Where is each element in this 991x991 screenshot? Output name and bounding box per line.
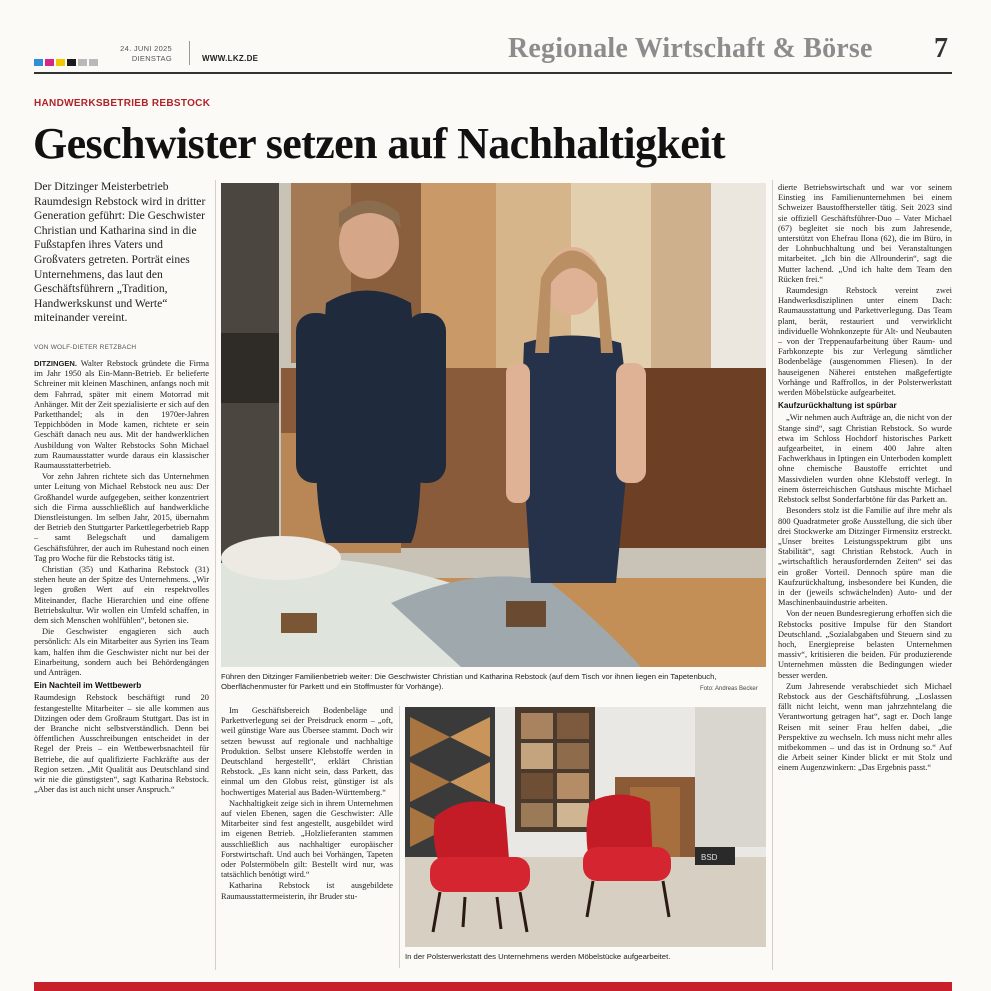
issue-weekday: DIENSTAG	[131, 54, 172, 63]
article-kicker: HANDWERKSBETRIEB REBSTOCK	[34, 98, 211, 109]
display-sign: BSD	[701, 853, 718, 862]
swatch-grey	[78, 59, 87, 66]
paragraph: Im Geschäftsbereich Bodenbeläge und Parkettverlegung sei der Preisdruck enorm – „oft, weil günstige Ware aus Übersee stammt. Doch wir setzen bewusst auf regionale und nachhaltige Produktion. Selbst unsere Klebstoffe werden in Deutschland hergestellt“, erklärt Christian Rebstock. „Es kann nicht sein, dass Parkett, das einmal um den Globus reist, günstiger ist als hochwertiges Material aus Baden-Württemberg.“	[221, 706, 393, 797]
swatch-yellow	[56, 59, 65, 66]
column-rule	[772, 180, 773, 970]
paragraph: Raumdesign Rebstock beschäftigt rund 20 festangestellte Mitarbeiter – sie alle kommen aus Ditzingen oder dem Großraum Stuttgart. Das ist in der Branche nicht selbstverständlich. Denn bei öffentlichen Ausschreibungen entscheidet in der Regel der Preis – ein Wettbewerbsnachteil für Betriebe, die auf qualifizierte Fachkräfte aus der Region setzen. „Mit Qualität aus Deutschland sind wir nie die günstigsten“, sagt Katharina Rebstock. „Aber das ist auch nicht unser Anspruch.“	[34, 693, 209, 795]
paragraph: Christian (35) und Katharina Rebstock (31) stehen heute an der Spitze des Unternehmens. „Wir legen großen Wert auf ein respektvolles Miteinander, flache Hierarchien und eine offene Betriebskultur. Wir wollen ein Umfeld schaffen, in dem sich Menschen wohlfühlen“, betonen sie.	[34, 565, 209, 626]
article-author: VON WOLF-DIETER RETZBACH	[34, 343, 137, 351]
paragraph: Raumdesign Rebstock vereint zwei Handwerksdisziplinen unter einem Dach: Raumausstattung und Parkettverlegung. Das Team plant, berät, restauriert und verwirklicht individuelle Wohnkonzepte für Alt- und Neubauten – von der Treppenaufarbeitung über Raum- und Farbkonzepte bis zur Verlegung sämtlicher Bodenbeläge (ausgenommen Fliesen). In der hauseigenen Näherei entstehen maßgefertigte Vorhänge und Raffrollos, in der Polsterwerkstatt werden Möbelstücke aufgearbeitet.	[778, 286, 952, 398]
column-2	[221, 706, 393, 968]
swatch-blue	[34, 59, 43, 66]
column-rule	[399, 706, 400, 968]
siblings-illustration	[221, 183, 766, 667]
issue-date-block	[100, 44, 172, 64]
paragraph: Besonders stolz ist die Familie auf ihre mehr als 800 Quadratmeter große Ausstellung, die sich über drei Stockwerke am Ditzinger Firmensitz erstreckt. „Unser breites Leistungsspektrum gibt uns Stabilität“, sagt Christian Rebstock. Auch in „wirtschaftlich herausfordernden Zeiten“ sei das ein großer Vorteil. Dennoch spüre man die Kaufzurückhaltung, insbesondere bei Kunden, die in der (jeweils schwächelnden) Auto- und der Maschinenbauindustrie arbeiten.	[778, 506, 952, 608]
masthead-divider	[189, 41, 190, 65]
column-rule	[215, 180, 216, 970]
column-1	[34, 180, 209, 970]
column-3	[778, 183, 952, 968]
issue-date: 24. JUNI 2025	[120, 44, 172, 53]
section-title: Regionale Wirtschaft & Börse	[508, 33, 873, 64]
paragraph: Katharina Rebstock ist ausgebildete Raumausstattermeisterin, ihr Bruder stu-	[221, 881, 393, 901]
photo-1-caption: Führen den Ditzinger Familienbetrieb weiter: Die Geschwister Christian und Katharina Rebstock (auf dem Tisch vor ihnen liegen ein Tapetenbuch, Oberflächenmuster für Parkett und ein Stoffmuster für Vorhänge).	[221, 672, 717, 691]
photo-1-credit: Foto: Andreas Becker	[700, 686, 758, 692]
footer-ad-strip	[34, 982, 952, 991]
article-lead: Der Ditzinger Meisterbetrieb Raumdesign Rebstock wird in dritter Generation geführt: Die Geschwister Christian und Katharina sind in die Fußstapfen ihres Vaters und Großvaters getreten. Porträt eines Unternehmens, das laut den Geschäftsführern „Tradition, Handwerkskunst und Werte“ miteinander vereint.	[34, 180, 206, 325]
photo-workshop	[405, 707, 766, 947]
page-number: 7	[934, 33, 948, 64]
subheading: Kaufzurückhaltung ist spürbar	[778, 401, 897, 411]
paragraph: Vor zehn Jahren richtete sich das Unternehmen unter Leitung von Michael Rebstock neu aus: Der Großhandel wurde aufgegeben, seither konzentriert sich die Firma ausschließlich auf handwerkliche Dienstleistungen. Im selben Jahr, 2015, übernahm der Betrieb den Stuttgarter Parkettlegerbetrieb Rapp – samt Belegschaft und damaligem Geschäftsführer, der auch im Ruhestand noch einen Tag pro Woche für die Rebstocks tätig ist.	[34, 472, 209, 563]
paragraph: Von der neuen Bundesregierung erhoffen sich die Rebstocks positive Impulse für den Standort Deutschland. „Sozialabgaben und Steuern sind zu hoch, Energiepreise belasten Unternehmen massiv“, kritisieren die beiden. Für produzierende Unternehmen müssten die Bedingungen wieder besser werden.	[778, 609, 952, 680]
paragraph: dierte Betriebswirtschaft und war vor seinem Einstieg ins Familienunternehmen bei einem Schweizer Baustoffhersteller tätig. Seit 2023 sind sie offiziell Geschäftsführer-Duo – Vater Michael (67) begleitet sie noch bis zum Jahresende, unterstützt von Ehefrau Ilona (62), die im Büro, in der Lohnbuchhaltung und bei Veranstaltungen mitarbeitet. „Ich bin die Allrounderin“, sagt die Mutter lachend. „Und ich halte dem Team den Rücken frei.“	[778, 183, 952, 284]
workshop-illustration	[405, 707, 766, 947]
swatch-black	[67, 59, 76, 66]
photo-2-caption: In der Polsterwerkstatt des Unternehmens werden Möbelstücke aufgearbeitet.	[405, 952, 671, 961]
photo-siblings	[221, 183, 766, 667]
masthead-rule	[34, 72, 952, 74]
paragraph: Die Geschwister engagieren sich auch persönlich: Als ein Mitarbeiter aus Syrien ins Team kam, halfen ihm die Geschwister nicht nur bei der Einarbeitung, sondern auch bei Behördengängen und Anträgen.	[34, 627, 209, 678]
swatch-grey-2	[89, 59, 98, 66]
paragraph: Zum Jahresende verabschiedet sich Michael Rebstock aus der Geschäftsführung. „Loslassen fällt nicht leicht, wenn man jahrzehntelang die Verantwortung getragen hat“, sagt er. Doch lange Reisen mit seiner Frau helfen dabei, „die Perspektive zu wechseln. Ich muss nicht mehr alles mitbekommen – und das ist in Ordnung so.“ Auf die Arbeit seiner Kinder blickt er mit Stolz und einem Augenzwinkern: „Das Ergebnis passt.“	[778, 681, 952, 773]
paragraph: „Wir nehmen auch Aufträge an, die nicht von der Stange sind“, sagt Christian Rebstock. So wurde etwa im Schloss Hochdorf historisches Parkett aufgearbeitet, in einem 400 Jahre alten Fachwerkhaus in Iptingen ein Unterboden komplett ohne chemische Baustoffe errichtet und Massivdielen wurden ohne Klebstoff verlegt. In einem österreichischen Gutshaus mischte Michael Rebstock selbst Sonderfarbtöne für das Parkett an.	[778, 413, 952, 505]
article-headline: Geschwister setzen auf Nachhaltigkeit	[33, 119, 725, 168]
subheading: Ein Nachteil im Wettbewerb	[34, 681, 142, 691]
paragraph: Nachhaltigkeit zeige sich in ihrem Unternehmen auf vielen Ebenen, sagen die Geschwister: Alle Mitarbeiter sind fest angestellt, ausgebildet wird im eigenen Betrieb. „Holzlieferanten stammen ausschließlich aus nachhaltiger europäischer Forstwirtschaft. Und auch bei Vorhängen, Tapeten oder Polstermöbeln gilt: Bestellt wird nur, was tatsächlich benötigt wird.“	[221, 798, 393, 880]
swatch-magenta	[45, 59, 54, 66]
paragraph: DITZINGEN. Walter Rebstock gründete die Firma im Jahr 1950 als Ein-Mann-Betrieb. Er belieferte Schreiner mit kleinen Maschinen, anfangs noch mit dem Fahrrad, später mit einem Motorrad mit Anhänger. Mit der Zeit spezialisierte er sich auf den Parketthandel; als in den 1970er-Jahren Teppichböden in Mode kamen, richtete er sein Geschäft danach neu aus. Mit der handwerklichen Ausbildung von Walter Rebstocks Sohn Michael zum Raumausstatter wurde daraus ein klassischer Raumausstatterbetrieb.	[34, 358, 209, 470]
color-bar	[34, 53, 100, 61]
site-url[interactable]: WWW.LKZ.DE	[202, 54, 259, 63]
column-1-body	[34, 359, 209, 796]
dateline: DITZINGEN.	[34, 358, 78, 368]
